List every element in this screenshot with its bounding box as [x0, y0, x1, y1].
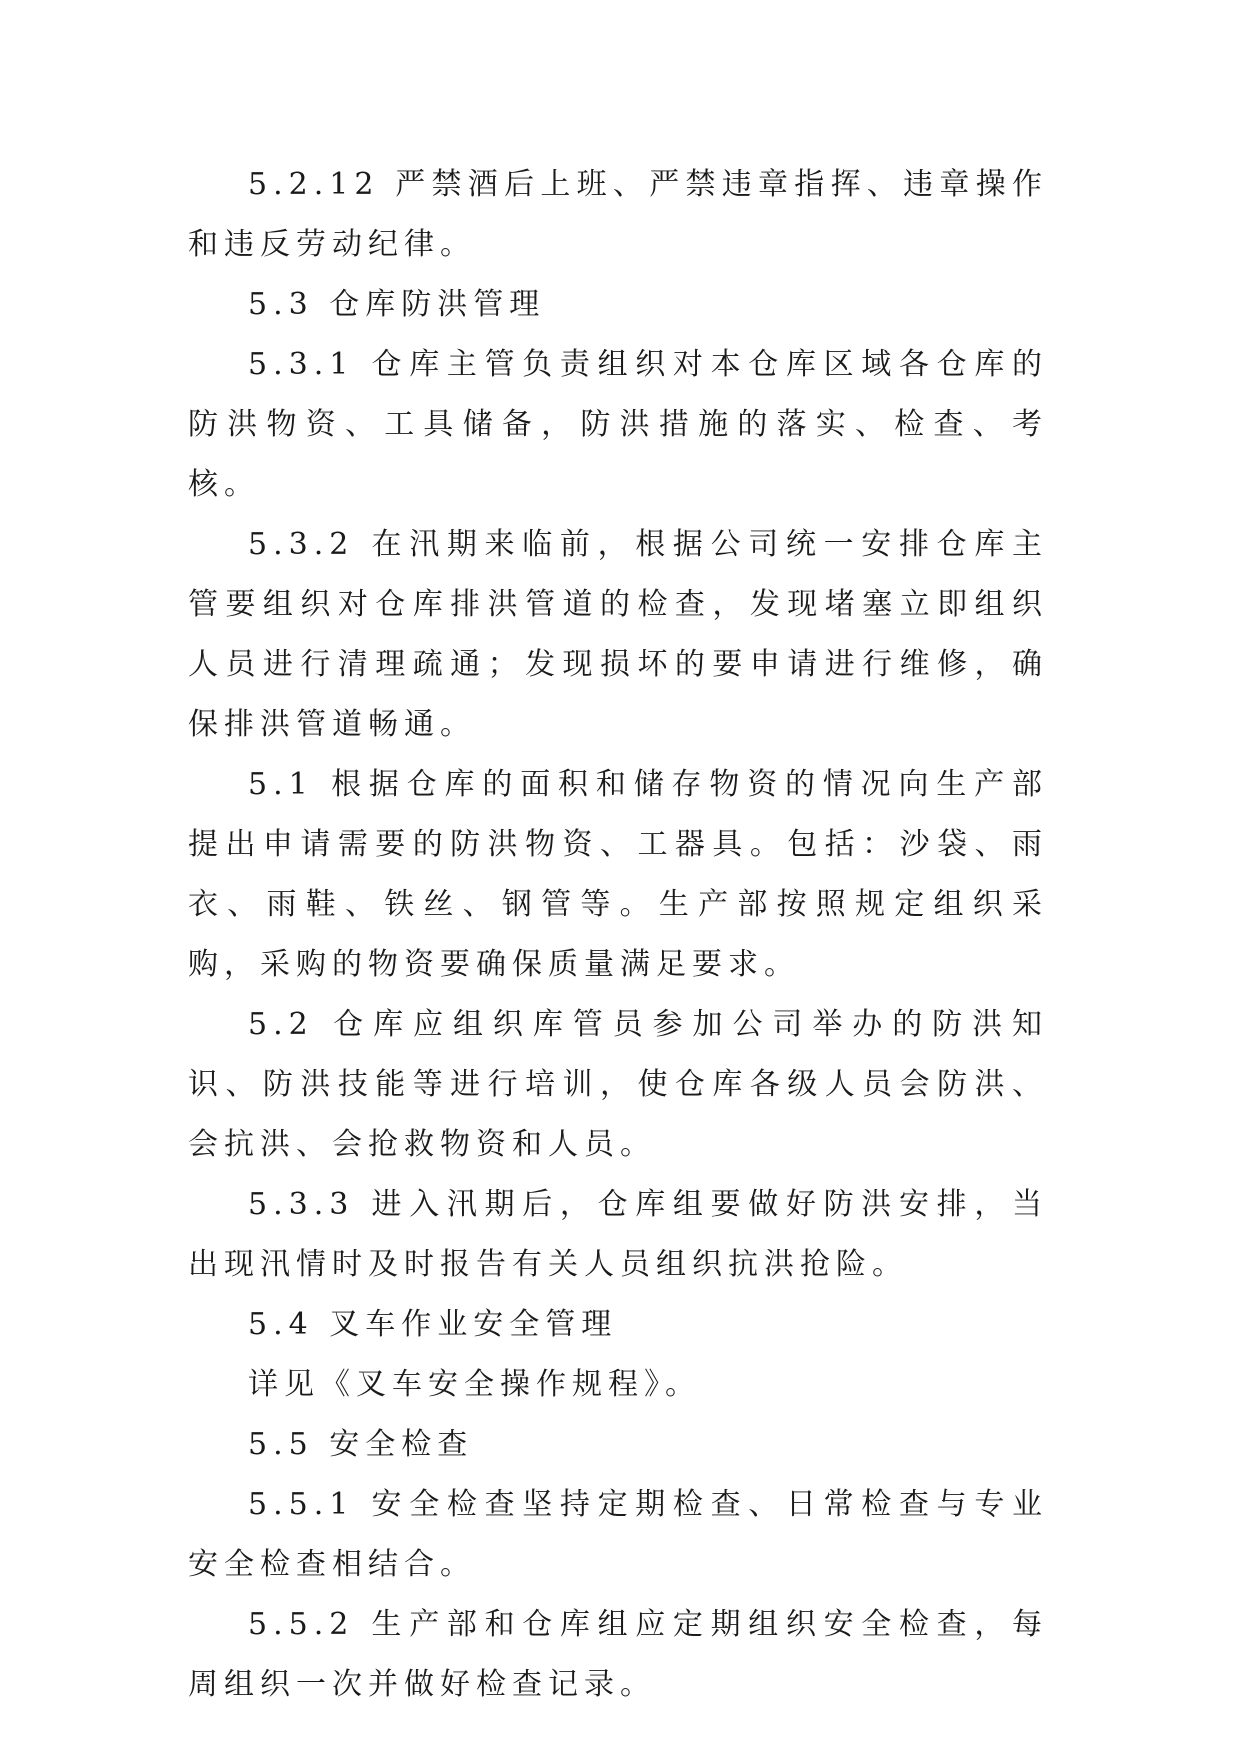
paragraph-5-3-2: 5.3.2 在汛期来临前，根据公司统一安排仓库主管要组织对仓库排洪管道的检查，发现堵塞立即组织人员进行清理疏通；发现损坏的要申请进行维修，确保排洪管道畅通。 — [188, 527, 1048, 742]
paragraph-forklift-reference: 详见《叉车安全操作规程》。 — [248, 1367, 701, 1402]
paragraph-5-2: 5.2 仓库应组织库管员参加公司举办的防洪知识、防洪技能等进行培训，使仓库各级人员会防洪、会抗洪、会抢救物资和人员。 — [188, 1007, 1048, 1162]
paragraph-5-5-2: 5.5.2 生产部和仓库组应定期组织安全检查，每周组织一次并做好检查记录。 — [188, 1607, 1048, 1702]
paragraph-5-5-1: 5.5.1 安全检查坚持定期检查、日常检查与专业安全检查相结合。 — [188, 1487, 1048, 1582]
section-heading-5-3: 5.3 仓库防洪管理 — [248, 287, 546, 322]
paragraph-5-3-1: 5.3.1 仓库主管负责组织对本仓库区域各仓库的防洪物资、工具储备，防洪措施的落实、检查、考核。 — [188, 347, 1048, 502]
document-body — [188, 155, 1048, 1715]
paragraph-5-1: 5.1 根据仓库的面积和储存物资的情况向生产部提出申请需要的防洪物资、工器具。包括：沙袋、雨衣、雨鞋、铁丝、钢管等。生产部按照规定组织采购，采购的物资要确保质量满足要求。 — [188, 767, 1048, 982]
section-heading-5-4: 5.4 叉车作业安全管理 — [248, 1307, 618, 1342]
paragraph-5-3-3: 5.3.3 进入汛期后，仓库组要做好防洪安排，当出现汛情时及时报告有关人员组织抗洪抢险。 — [188, 1187, 1048, 1282]
section-heading-5-5: 5.5 安全检查 — [248, 1427, 474, 1462]
paragraph-5-2-12: 5.2.12 严禁酒后上班、严禁违章指挥、违章操作和违反劳动纪律。 — [188, 167, 1048, 262]
